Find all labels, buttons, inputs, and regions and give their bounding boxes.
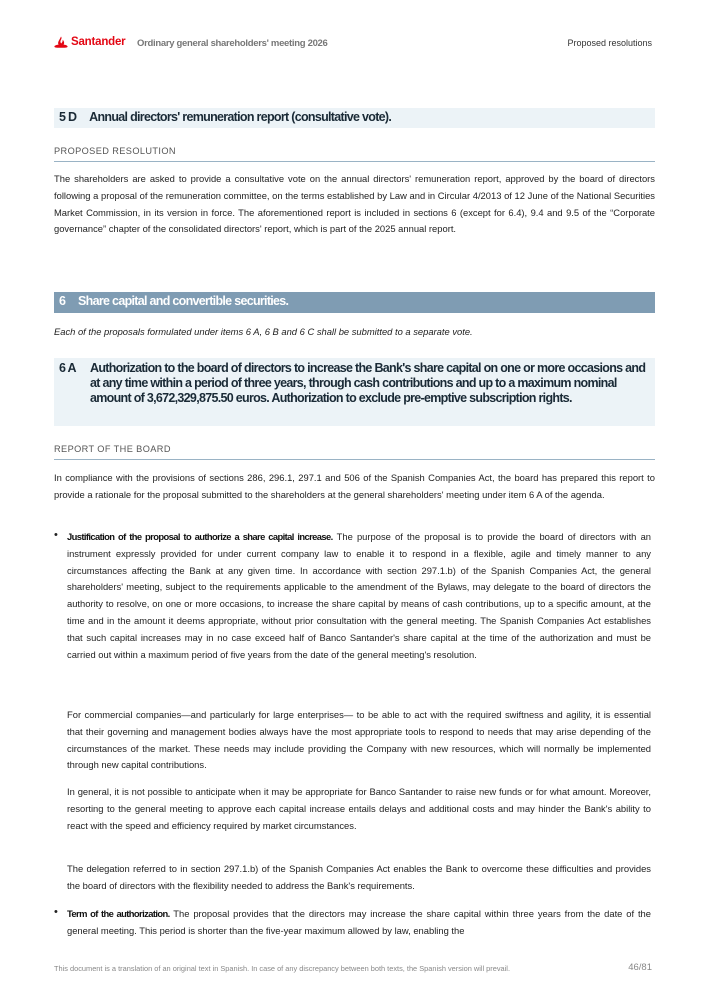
proposed-resolution-label: PROPOSED RESOLUTION (54, 146, 655, 162)
item-6a-para-2: For commercial companies—and particularly for large enterprises— to be able to act with the required swiftness and agility, it is essential that their governing and management bodies always have the most appropriate tools to respond to needs that may arise depending of the circumstances of the market. These needs may include providing the Company with new resources, which will normally be implemented through new capital contributions. (67, 709, 651, 771)
bullet-2-marker: • (54, 906, 58, 918)
bullet-2-heading: Term of the authorization. (67, 908, 170, 919)
report-of-board-label: REPORT OF THE BOARD (54, 444, 655, 460)
bullet-1-marker: • (54, 529, 58, 541)
logo-wordmark: Santander (71, 36, 126, 48)
item-5d-number: 5 D (59, 110, 77, 124)
item-5d-title: Annual directors' remuneration report (consultative vote). (89, 110, 392, 124)
translation-disclaimer: This document is a translation of an original text in Spanish. In case of any discrepancy between both texts, the Spanish version will prevail. (54, 964, 511, 973)
bullet-1-text (67, 529, 651, 663)
item-6-heading (54, 292, 655, 313)
item-5d-heading (54, 108, 655, 128)
page-header (54, 36, 652, 52)
item-6a-para-3: In general, it is not possible to anticipate when it may be appropriate for Banco Santander to raise new funds or for what amount. Moreover, resorting to the general meeting to approve each capital increase entails delays and additional costs and may hinder the Bank's ability to react with the speed and efficiency required by market circumstances. (67, 786, 651, 831)
santander-logo[interactable] (54, 36, 125, 48)
page-number: 46/81 (628, 962, 652, 973)
item-6a-para-4: The delegation referred to in section 297.1.b) of the Spanish Companies Act enables the Bank to overcome these difficulties and provides the board of directors with the flexibility needed to address the Bank's requirements. (67, 863, 651, 891)
item-6-note: Each of the proposals formulated under items 6 A, 6 B and 6 C shall be submitted to a separate vote. (54, 326, 473, 337)
bullet-1-heading: Justification of the proposal to authorize a share capital increase. (67, 531, 333, 542)
item-6a-intro: In compliance with the provisions of sections 286, 296.1, 297.1 and 506 of the Spanish Companies Act, the board has prepared this report to provide a rationale for the proposal submitted to the shareholders at the general shareholders' meeting under item 6 A of the agenda. (54, 472, 655, 500)
bullet-2-body: The proposal provides that the directors may increase the share capital within three years from the date of the general meeting. This period is shorter than the five-year maximum allowed by law, enabling the (67, 908, 651, 936)
item-6a-heading (54, 358, 655, 426)
item-5d-text: The shareholders are asked to provide a consultative vote on the annual directors' remuneration report, approved by the board of directors following a proposal of the remuneration committee, on the terms established by Law and in Circular 4/2013 of 12 June of the National Securities Market Commission, in its version in force. The aforementioned report is included in sections 6 (except for 6.4), 9.4 and 9.5 of the “Corporate governance” chapter of the consolidated directors' report, which is part of the 2025 annual report. (54, 173, 655, 235)
bullet-2-text (67, 906, 651, 940)
item-6-title: Share capital and convertible securities. (78, 294, 289, 308)
item-6a-number: 6 A (59, 361, 76, 375)
section-label: Proposed resolutions (567, 38, 652, 48)
meeting-title: Ordinary general shareholders' meeting 2026 (137, 38, 328, 49)
item-6a-title: Authorization to the board of directors to increase the Bank's share capital on one or more occasions and at any time within a period of three years, through cash contributions and up to a maximum nominal amount of 3,672,329,875.50 euros. Authorization to exclude pre-emptive subscription rights. (90, 361, 646, 405)
item-6-number: 6 (59, 294, 66, 308)
bullet-1-body: The purpose of the proposal is to provide the board of directors with an instrument expressly provided for under current company law to enable it to respond in a flexible, agile and timely manner to any circumstances affecting the Bank at any given time. In accordance with section 297.1.b) of the Spanish Companies Act, the general shareholders' meeting, subject to the requirements applicable to the amendment of the Bylaws, may delegate to the board of directors the authority to resolve, on one or more occasions, to increase the share capital by means of cash contributions, up to a specific amount, at the time and in the amount it deems appropriate, without prior consultation with the general meeting. The Spanish Companies Act establishes that such capital increases may in no case exceed half of Banco Santander's share capital at the time of the authorization and must be carried out within a maximum period of five years from the date of the general meeting's resolution. (67, 531, 651, 660)
flame-icon (54, 36, 68, 48)
